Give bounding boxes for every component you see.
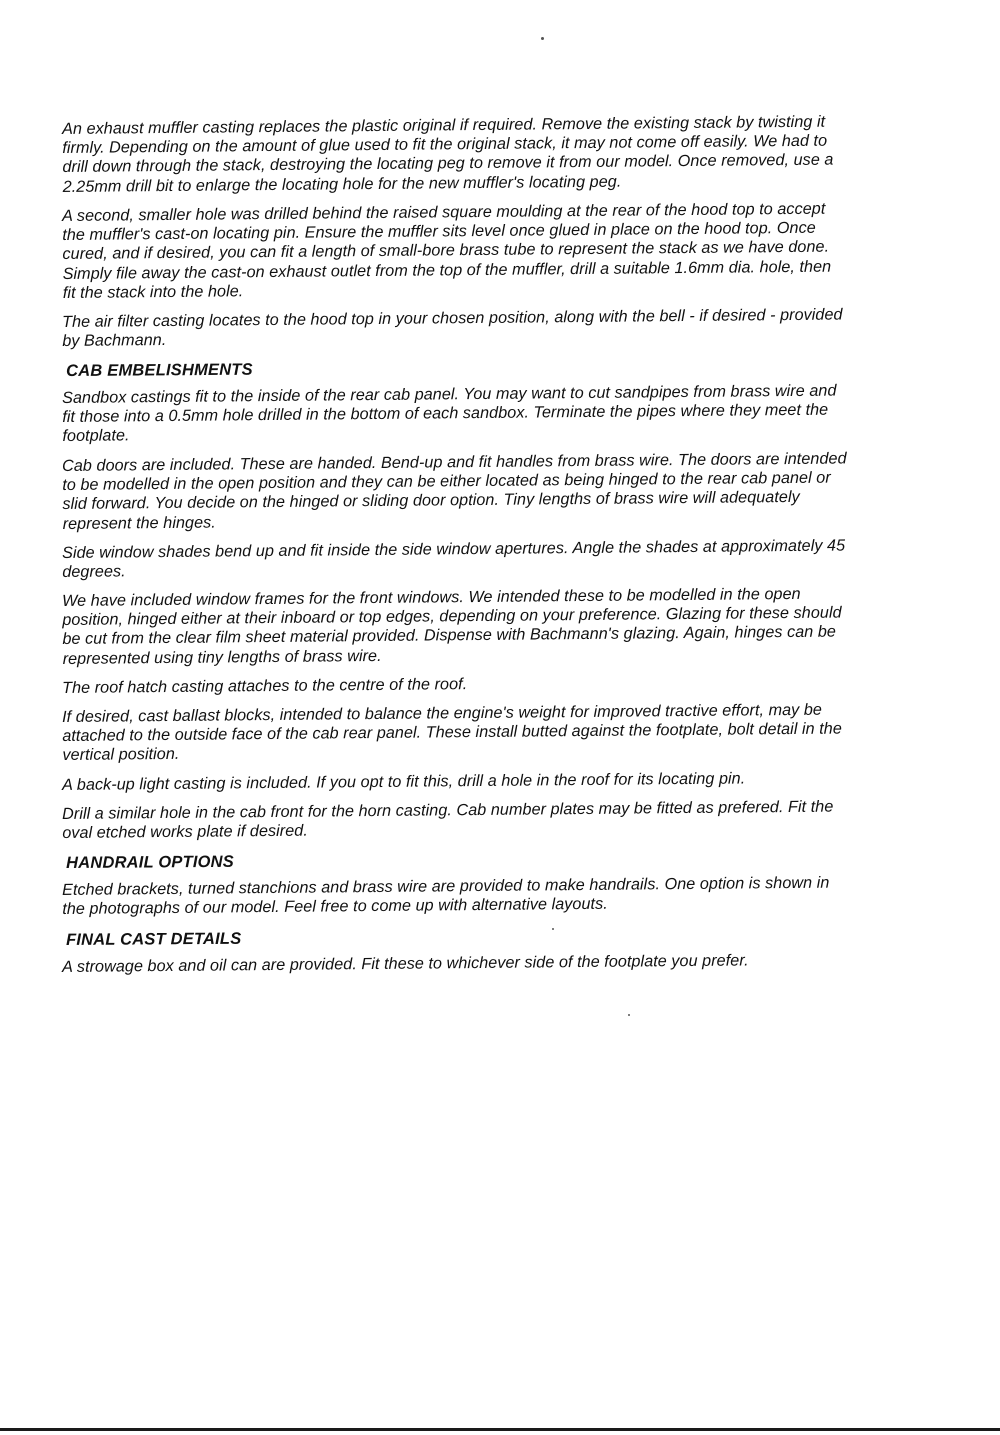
paragraph-ballast-blocks: If desired, cast ballast blocks, intended to balance the engine's weight for improved tractive effort, may be attached to the outside face of the cab rear panel. These install butted against the footplate, bolt detail in the vertical position.: [62, 700, 842, 765]
paragraph-smaller-hole: A second, smaller hole was drilled behind the raised square moulding at the rear of the hood top to accept the muffler's cast-on locating pin. Ensure the muffler sits level once glued in place on the hood top. Once cured, and if desired, you can fit a length of small-bore brass tube to represent the stack as we have done. Simply file away the cast-on exhaust outlet from the top of the muffler, drill a suitable 1.6mm dia. hole, then fit the stack into the hole.: [62, 199, 832, 302]
page-bottom-edge: [0, 1428, 1000, 1431]
scan-speck: [552, 928, 554, 930]
paragraph-strowage-box: A strowage box and oil can are provided. Fit these to whichever side of the footplate you prefer.: [62, 951, 749, 976]
paragraph-sandbox: Sandbox castings fit to the inside of the rear cab panel. You may want to cut sandpipes from brass wire and fit those into a 0.5mm hole drilled in the bottom of each sandbox. Terminate the pipes where they meet the footplate.: [62, 381, 837, 446]
paragraph-handrails: Etched brackets, turned stanchions and brass wire are provided to make handrails. One option is shown in the photographs of our model. Feel free to come up with alternative layouts.: [62, 873, 830, 919]
paragraph-window-shades: Side window shades bend up and fit inside the side window apertures. Angle the shades at approximately 45 degrees.: [62, 536, 846, 581]
paragraph-backup-light: A back-up light casting is included. If you opt to fit this, drill a hole in the roof for its locating pin.: [62, 769, 746, 794]
paragraph-window-frames: We have included window frames for the front windows. We intended these to be modelled in the open position, hinged either at their inboard or top edges, depending on your preference. Glazing for these should be cut from the clear film sheet material provided. Dispense with Bachmann's glazing. Again, hinges can be represented using tiny lengths of brass wire.: [62, 584, 842, 668]
scan-speck: [628, 1014, 630, 1016]
heading-cab-embelishments: CAB EMBELISHMENTS: [66, 360, 253, 381]
paragraph-air-filter: The air filter casting locates to the hood top in your chosen position, along with the bell - if desired - provided by Bachmann.: [62, 305, 843, 351]
document-body: [62, 112, 847, 987]
heading-final-cast-details: FINAL CAST DETAILS: [66, 929, 242, 949]
paragraph-muffler-casting: An exhaust muffler casting replaces the plastic original if required. Remove the existing stack by twisting it firmly. Depending on the amount of glue used to fit the original stack, it may not come off easily. We had to drill down through the stack, destroying the locating peg to remove it from our model. Once removed, use a 2.25mm drill bit to enlarge the locating hole for the new muffler's locating peg.: [62, 112, 834, 196]
scan-speck: [541, 37, 544, 40]
paragraph-roof-hatch: The roof hatch casting attaches to the centre of the roof.: [62, 674, 468, 697]
heading-handrail-options: HANDRAIL OPTIONS: [66, 853, 235, 873]
paragraph-cab-doors: Cab doors are included. These are handed. Bend-up and fit handles from brass wire. The doors are intended to be modelled in the open position and they can be either located as being hinged to the rear cab panel or slid forward. You decide on the hinged or sliding door option. Tiny lengths of brass wire will adequately represent the hinges.: [62, 449, 847, 533]
paragraph-horn-casting: Drill a similar hole in the cab front for the horn casting. Cab number plates may be fitted as prefered. Fit the oval etched works plate if desired.: [62, 797, 834, 843]
